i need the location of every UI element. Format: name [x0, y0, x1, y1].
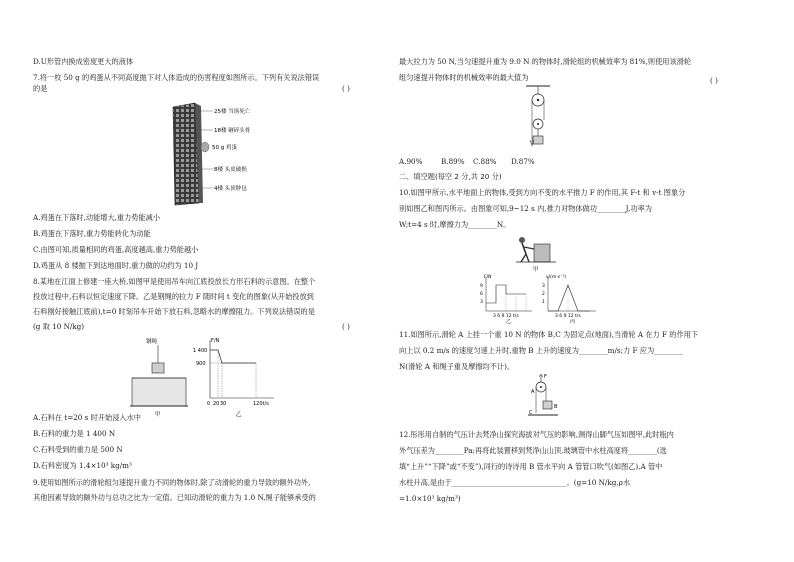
q10-g2-ytick-3: 3	[542, 284, 545, 289]
q12-stem-line3: 填“上升”“下降”或“不变”),同行的诗诗用 B 管水平向 A 管管口吹气(如图乙),A 管中	[399, 462, 663, 471]
q10-g1-caption: 乙	[506, 319, 512, 325]
q10-g2-caption: 丙	[570, 319, 576, 325]
q8-xtick-30: 30	[220, 401, 227, 407]
q12-stem-line2: 外气压差为________Pa;再将此装置移到梵净山山顶,玻璃管中水柱高度将________(选	[399, 446, 667, 455]
q10-g2-ytick-1: 1	[542, 300, 545, 305]
q7-option-d: D.鸡蛋从 8 楼抛下到达地面时,重力做的功约为 10 J	[33, 261, 199, 270]
q11-stem-line2: 向上以 0.2 m/s 的速度匀速上升时,重物 B 上升的速度为________m/s;力 F 应为________	[399, 346, 683, 355]
q11-pulley-figure	[524, 373, 560, 421]
q10-g1-xticks: 3 6 9 12 t/s	[493, 314, 519, 319]
q7-option-b: B.鸡蛋在下落时,重力势能转化为动能	[33, 229, 151, 238]
q10-g1-ytick-3: 3	[480, 300, 483, 305]
q8-axis-x: 120t/s	[253, 401, 269, 407]
q10-g2-ytick-2: 2	[542, 292, 545, 297]
q9-cont-line1: 最大拉力为 50 N,当匀速提升重为 9.0 N 的物体时,滑轮组的机械效率为 81%,则使用该滑轮	[399, 57, 692, 66]
q9-option-c: C.88%	[473, 157, 497, 166]
q11-label-b: B	[554, 404, 558, 410]
q8-xtick-20: 20	[213, 401, 220, 407]
q10-g1-ytick-9: 9	[480, 284, 483, 289]
q10-stem-line2: 别如图乙和图丙所示。由图象可知,9~12 s 内,推力对物体做功________J,功率为	[399, 204, 652, 213]
q11-label-a: A	[531, 389, 535, 395]
q8-caption-yi: 乙	[236, 412, 242, 418]
q12-stem-line4: 水柱升高,是由于________________________________。(g=10 N/kg,ρ水	[399, 478, 631, 487]
q11-label-c: C	[529, 410, 533, 416]
q11-stem-line1: 11.如图所示,滑轮 A 上挂一个重 10 N 的物体 B,C 为固定点(地面),当滑轮 A 在力 F 的作用下	[399, 330, 699, 339]
q10-g1-axis-y: F/N	[484, 275, 492, 280]
q9-pulley-figure	[523, 84, 553, 152]
q10-stem-line3: W;t=4 s 时,摩擦力为________N。	[399, 220, 511, 229]
q9-answer-paren: ( )	[710, 76, 718, 85]
q10-g2-axis-y: v/(m·s⁻¹)	[546, 275, 567, 280]
q7-answer-paren: ( )	[342, 84, 350, 93]
q8-crane-figure	[128, 336, 198, 418]
q8-stem-line1: 8.某地在江面上修建一座大桥,如图甲是使用吊车向江底投放长方形石料的示意图。在整个	[33, 277, 316, 286]
q8-stem-line2: 投放过程中,石料以恒定速度下降。乙是钢绳的拉力 F 随时间 t 变化的图象(从开始投放到	[33, 292, 314, 301]
q8-ytick-1400: 1 400	[193, 348, 208, 354]
q8-option-c: C.石料受到的重力是 500 N	[33, 445, 123, 454]
q7-option-c: C.由图可知,质量相同的鸡蛋,高度越高,重力势能越小	[33, 245, 199, 254]
q8-option-b: B.石料的重力是 1 400 N	[33, 429, 116, 438]
q7-label-egg: 50 g 鸡蛋	[212, 145, 237, 151]
q8-given: (g 取 10 N/kg)	[33, 322, 85, 331]
q7-label-4: 4楼 头顶肿包	[214, 186, 247, 192]
q10-caption-jia: 甲	[533, 267, 539, 273]
q10-force-time-graph	[478, 273, 536, 323]
q7-building-figure	[165, 103, 285, 207]
q10-velocity-time-graph	[540, 273, 602, 323]
q10-g1-ytick-6: 6	[480, 292, 483, 297]
q9-stem-line1: 9.使用如图所示的滑轮组匀速提升重力不同的物体时,除了动滑轮的重力导致的额外功外,	[33, 478, 311, 487]
q7-stem-line2: 的是	[33, 84, 48, 93]
q7-option-a: A.鸡蛋在下落时,动能增大,重力势能减小	[33, 213, 161, 222]
q7-label-8: 8楼 头皮破损	[214, 167, 247, 173]
q6-option-d: D.U形管内换成密度更大的液体	[33, 57, 134, 66]
q8-ytick-900: 900	[196, 361, 206, 367]
q11-label-f: F	[544, 374, 547, 380]
q7-stem-line1: 7.将一枚 50 g 的鸡蛋从不同高度抛下对人体造成的伤害程度如图所示。下列有关说法错误	[33, 73, 320, 82]
section-2-title: 二、填空题(每空 2 分,共 20 分)	[399, 172, 502, 181]
q8-option-a: A.石料在 t=20 s 时开始浸入水中	[33, 413, 141, 422]
q8-caption-jia: 甲	[155, 412, 161, 418]
q8-stem-line3: 石料刚好接触江底前),t=0 时刻吊车开始下放石料,忽略水的摩擦阻力。下列说法错误的是	[33, 307, 315, 316]
q8-rope-label: 钢绳	[146, 339, 158, 345]
q7-label-18: 18楼 砸碎头骨	[214, 128, 251, 134]
q9-option-d: D.87%	[511, 157, 535, 166]
q12-stem-line5: =1.0×10³ kg/m³)	[399, 494, 461, 503]
q9-option-b: B.89%	[441, 157, 465, 166]
q9-option-a: A.90%	[399, 157, 423, 166]
q9-cont-line2: 组匀速提升物体时的机械效率的最大值为	[399, 73, 529, 82]
q8-answer-paren: ( )	[342, 322, 350, 331]
q12-stem-line1: 12.彤彤用自制的气压计去梵净山探究海拔对气压的影响,测得山脚气压如图甲,此时瓶内	[399, 430, 674, 439]
q11-stem-line3: N(滑轮 A 和绳子重及摩擦均不计)。	[399, 362, 515, 371]
q8-xtick-0: 0	[207, 401, 211, 407]
q10-g2-xticks: 3 6 9 12 t/s	[555, 314, 581, 319]
q9-stem-line2: 其他因素导致的额外功与总功之比为一定值。已知动滑轮的重力为 1.0 N,绳子能够承受的	[33, 493, 316, 502]
q7-label-25: 25楼 当场死亡	[214, 109, 251, 115]
q8-option-d: D.石料密度为 1.4×10³ kg/m³	[33, 461, 132, 470]
q8-force-time-graph	[193, 336, 286, 418]
q10-stem-line1: 10.如图甲所示,水平地面上的物体,受到方向不变的水平推力 F 的作用,其 F-t 和 v-t 图象分	[399, 188, 686, 197]
q10-push-figure	[514, 232, 558, 272]
q8-axis-y: F/N	[211, 338, 220, 344]
